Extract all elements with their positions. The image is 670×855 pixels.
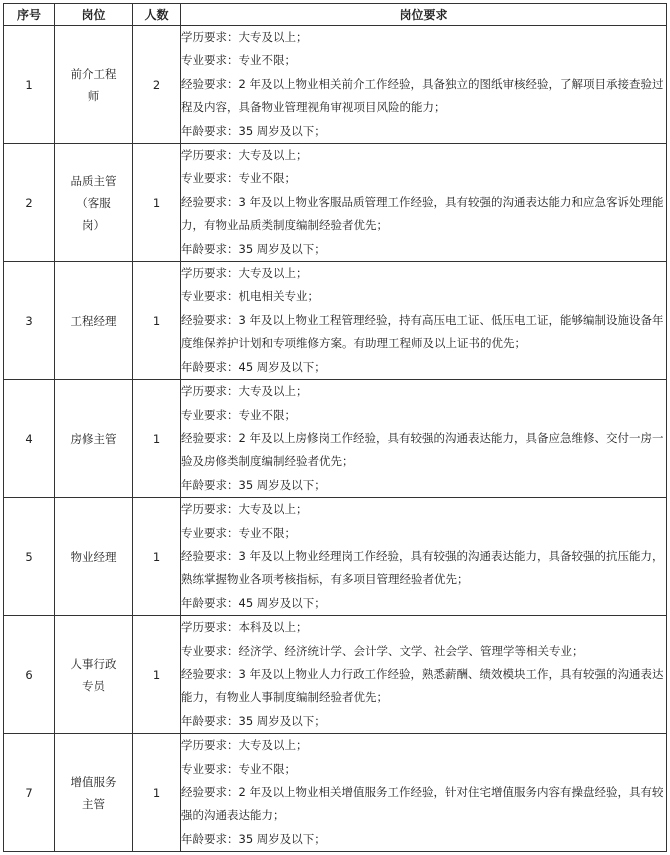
headcount-cell: 1	[133, 616, 181, 734]
requirement-line: 学历要求：大专及以上；	[181, 738, 308, 753]
position-name-line: 房修主管	[70, 431, 117, 446]
position-name-line: 人事行政	[70, 656, 117, 671]
requirement-line: 经验要求：2 年及以上物业相关前介工作经验，具备独立的图纸审核经验，了解项目承接查验过程及内容，具备物业管理视角审视项目风险的能力；	[181, 76, 664, 115]
requirement-line: 学历要求：大专及以上；	[181, 502, 308, 517]
position-cell	[55, 26, 133, 144]
header-position: 岗位	[55, 4, 133, 26]
header-count: 人数	[133, 4, 181, 26]
requirement-line: 经验要求：3 年及以上物业经理岗工作经验，具有较强的沟通表达能力，具备较强的抗压能力，熟练掌握物业各项考核指标，有多项目管理经验者优先；	[181, 548, 664, 587]
position-name-line: 工程经理	[70, 313, 117, 328]
position-cell	[55, 616, 133, 734]
requirement-line: 学历要求：大专及以上；	[181, 30, 308, 44]
requirement-line: 年龄要求：35 周岁及以下；	[181, 713, 326, 728]
requirement-line: 经验要求：3 年及以上物业人力行政工作经验，熟悉薪酬、绩效模块工作，具有较强的沟通表达能力，有物业人事制度编制经验者优先；	[181, 666, 664, 705]
requirement-line: 专业要求：专业不限；	[181, 525, 296, 540]
requirement-line: 学历要求：大专及以上；	[181, 384, 308, 399]
position-name-line: 岗）	[82, 217, 105, 232]
position-name-line: 品质主管	[70, 173, 117, 188]
table-row	[4, 616, 667, 734]
row-number: 7	[4, 734, 55, 852]
row-number: 6	[4, 616, 55, 734]
requirement-line: 年龄要求：35 周岁及以下；	[181, 477, 326, 492]
requirement-line: 专业要求：机电相关专业；	[181, 289, 319, 304]
requirement-line: 经验要求：3 年及以上物业客服品质管理工作经验，具有较强的沟通表达能力和应急客诉处理能力，有物业品质类制度编制经验者优先；	[181, 194, 664, 233]
requirement-line: 专业要求：专业不限；	[181, 761, 296, 776]
position-name-line: （客服	[76, 195, 111, 210]
headcount-cell: 1	[133, 262, 181, 380]
requirement-line: 学历要求：大专及以上；	[181, 266, 308, 281]
table-row	[4, 262, 667, 380]
headcount-cell: 1	[133, 144, 181, 262]
table-body	[4, 26, 667, 852]
position-name-line: 前介工程	[70, 66, 117, 81]
table-row	[4, 144, 667, 262]
table-row	[4, 380, 667, 498]
row-number: 2	[4, 144, 55, 262]
headcount-cell: 1	[133, 498, 181, 616]
requirement-line: 年龄要求：45 周岁及以下；	[181, 359, 326, 374]
table-row	[4, 734, 667, 852]
position-cell	[55, 498, 133, 616]
requirements-cell	[181, 734, 667, 852]
position-name-line: 增值服务	[70, 774, 117, 789]
requirement-line: 经验要求：3 年及以上物业工程管理经验，持有高压电工证、低压电工证，能够编制设施设备年度维保养护计划和专项维修方案。有助理工程师及以上证书的优先；	[181, 312, 664, 351]
headcount-cell: 2	[133, 26, 181, 144]
header-requirements: 岗位要求	[181, 4, 667, 26]
requirement-line: 专业要求：经济学、经济统计学、会计学、文学、社会学、管理学等相关专业；	[181, 643, 584, 658]
position-name-line: 专员	[82, 678, 105, 693]
position-cell	[55, 262, 133, 380]
position-cell	[55, 144, 133, 262]
requirements-cell	[181, 380, 667, 498]
table-row	[4, 26, 667, 144]
requirement-line: 学历要求：大专及以上；	[181, 148, 308, 163]
requirement-line: 年龄要求：35 周岁及以下；	[181, 241, 326, 256]
requirement-line: 经验要求：2 年及以上物业相关增值服务工作经验，针对住宅增值服务内容有操盘经验，具有较强的沟通表达能力；	[181, 785, 664, 823]
requirement-line: 年龄要求：45 周岁及以下；	[181, 595, 326, 610]
requirements-cell	[181, 26, 667, 144]
position-name-line: 物业经理	[70, 549, 117, 564]
header-no: 序号	[4, 4, 55, 26]
row-number: 5	[4, 498, 55, 616]
requirements-cell	[181, 262, 667, 380]
job-requirements-table	[3, 3, 667, 852]
row-number: 1	[4, 26, 55, 144]
headcount-cell: 1	[133, 734, 181, 852]
table-header-row	[4, 4, 667, 26]
position-cell	[55, 734, 133, 852]
requirement-line: 年龄要求：35 周岁及以下；	[181, 123, 326, 138]
requirements-cell	[181, 498, 667, 616]
requirement-line: 经验要求：2 年及以上房修岗工作经验，具有较强的沟通表达能力，具备应急维修、交付一房一验及房修类制度编制经验者优先；	[181, 430, 664, 469]
table-row	[4, 498, 667, 616]
row-number: 4	[4, 380, 55, 498]
requirement-line: 专业要求：专业不限；	[181, 171, 296, 186]
row-number: 3	[4, 262, 55, 380]
requirements-cell	[181, 144, 667, 262]
headcount-cell: 1	[133, 380, 181, 498]
requirements-cell	[181, 616, 667, 734]
position-name-line: 主管	[82, 796, 105, 811]
requirement-line: 专业要求：专业不限；	[181, 53, 296, 68]
requirement-line: 学历要求：本科及以上；	[181, 620, 308, 635]
requirement-line: 专业要求：专业不限；	[181, 407, 296, 422]
requirement-line: 年龄要求：35 周岁及以下；	[181, 831, 326, 846]
position-cell	[55, 380, 133, 498]
position-name-line: 师	[87, 88, 100, 103]
